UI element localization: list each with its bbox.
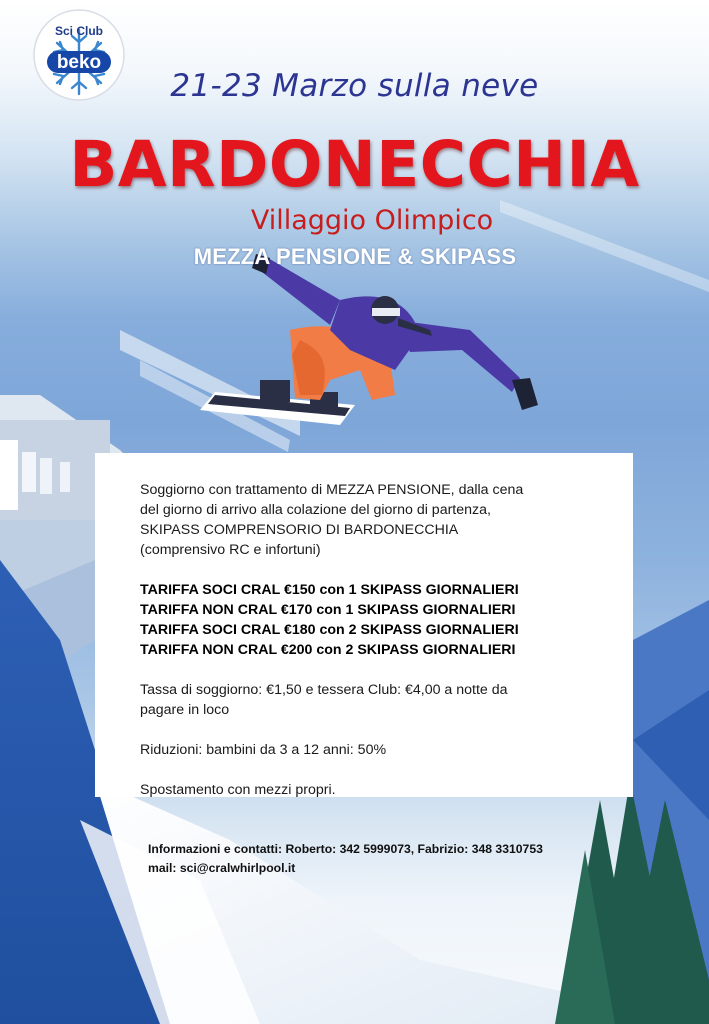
- logo-arc-text: Sci Club: [54, 24, 104, 38]
- contacts-mail[interactable]: mail: sci@cralwhirlpool.it: [148, 861, 296, 875]
- intro-line: (comprensivo RC e infortuni): [140, 542, 321, 558]
- logo-brand: beko: [56, 52, 102, 73]
- contacts-block: [148, 840, 628, 878]
- price-line: TARIFFA NON CRAL €200 con 2 SKIPASS GIORNALIERI: [140, 642, 516, 658]
- tax-line: pagare in loco: [140, 702, 230, 718]
- price-line: TARIFFA SOCI CRAL €180 con 2 SKIPASS GIORNALIERI: [140, 622, 519, 638]
- intro-line: SKIPASS COMPRENSORIO DI BARDONECCHIA: [140, 522, 459, 538]
- contacts-phones: Informazioni e contatti: Roberto: 342 5999073, Fabrizio: 348 3310753: [148, 842, 543, 856]
- package-tagline: MEZZA PENSIONE & SKIPASS: [193, 244, 517, 269]
- tax-line: Tassa di soggiorno: €1,50 e tessera Club: €4,00 a notte da: [140, 682, 508, 698]
- intro-line: del giorno di arrivo alla colazione del giorno di partenza,: [140, 502, 491, 518]
- intro-line: Soggiorno con trattamento di MEZZA PENSIONE, dalla cena: [140, 482, 524, 498]
- info-card: [95, 453, 633, 797]
- price-line: TARIFFA SOCI CRAL €150 con 1 SKIPASS GIORNALIERI: [140, 582, 519, 598]
- snowboarder: [200, 254, 538, 425]
- venue-subtitle: Villaggio Olimpico: [250, 205, 494, 236]
- reductions-line: Riduzioni: bambini da 3 a 12 anni: 50%: [140, 742, 387, 758]
- page-title: BARDONECCHIA: [69, 128, 640, 201]
- event-dates: 21-23 Marzo sulla neve: [170, 68, 539, 104]
- transport-line: Spostamento con mezzi propri.: [140, 782, 336, 798]
- price-line: TARIFFA NON CRAL €170 con 1 SKIPASS GIORNALIERI: [140, 602, 516, 618]
